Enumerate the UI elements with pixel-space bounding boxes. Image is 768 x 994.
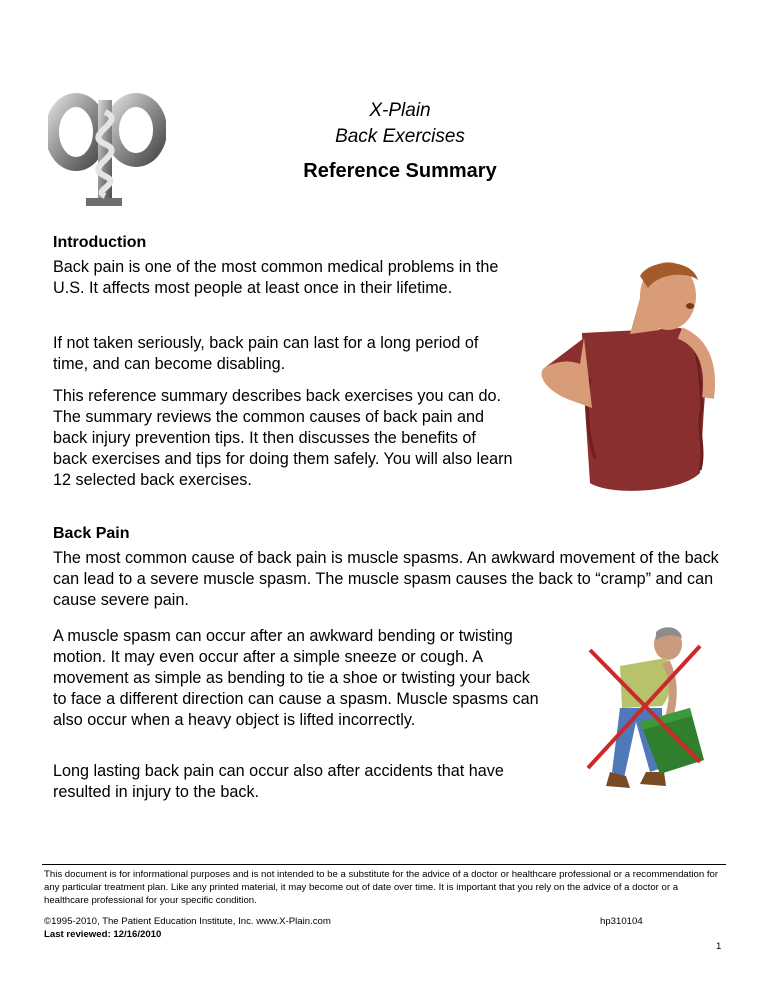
page-title: Reference Summary: [303, 160, 497, 182]
back-pain-paragraph-1: The most common cause of back pain is muscle spasms. An awkward movement of the back can lead to a severe muscle spasm. The muscle spasm causes the back to “cramp” and can cause severe pain.: [53, 549, 719, 609]
incorrect-lifting-illustration: [580, 622, 710, 792]
section-heading-introduction: Introduction: [53, 234, 147, 251]
disclaimer-text: This document is for informational purposes and is not intended to be a substitute for the advice of a doctor or healthcare professional or a recommendation for any particular treatment plan. Like any printed material, it may become out of date over time. It is important that you rely on the advice of a doctor or a healthcare professional for your specific condition.: [44, 869, 719, 906]
topic-title: Back Exercises: [335, 126, 465, 147]
page-number: 1: [716, 941, 722, 952]
intro-paragraph-3: This reference summary describes back exercises you can do. The summary reviews the common causes of back pain and back injury prevention tips. It then discusses the benefits of back exercises and tips for doing them safely. You will also learn 12 selected back exercises.: [53, 387, 513, 489]
document-code: hp310104: [600, 916, 643, 927]
intro-paragraph-1: Back pain is one of the most common medical problems in the U.S. It affects most people at least once in their lifetime.: [53, 258, 499, 297]
x-plain-logo: [48, 92, 166, 210]
last-reviewed: Last reviewed: 12/16/2010: [44, 929, 162, 940]
brand-title: X-Plain: [369, 100, 431, 121]
section-heading-back-pain: Back Pain: [53, 525, 130, 542]
back-pain-paragraph-2: A muscle spasm can occur after an awkward bending or twisting motion. It may even occur after a simple sneeze or cough. A movement as simple as bending to tie a shoe or twisting your back to face a different direction can cause a spasm. Muscle spasms can also occur when a heavy object is lifted incorrectly.: [53, 627, 539, 729]
intro-paragraph-2: If not taken seriously, back pain can last for a long period of time, and can become disabling.: [53, 334, 479, 373]
back-pain-man-illustration: [530, 258, 726, 498]
copyright-text: ©1995-2010, The Patient Education Institute, Inc. www.X-Plain.com: [44, 916, 331, 927]
back-pain-paragraph-3: Long lasting back pain can occur also after accidents that have resulted in injury to the back.: [53, 762, 504, 801]
footer-divider: [42, 864, 726, 865]
